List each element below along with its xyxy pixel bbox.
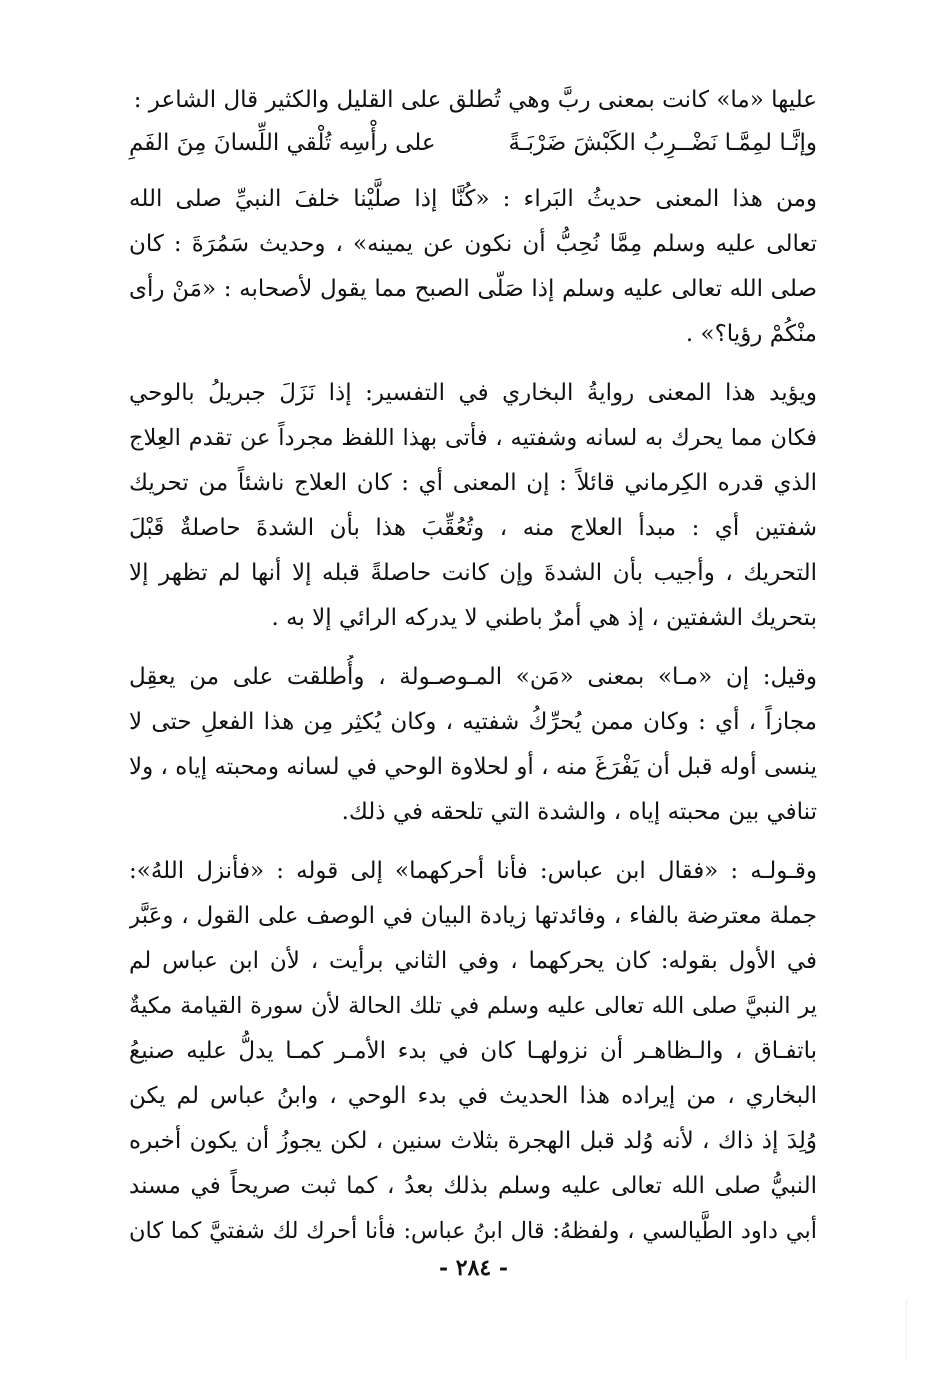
paragraph [129, 177, 817, 357]
text-line: ينسى أوله قبل أن يَفْرَغَ منه ، أو لحلاوة الوحي في لسانه ومحبته إياه ، ولا [129, 754, 817, 780]
text-line: ومن هذا المعنى حديثُ البَراء : «كُنَّا إذا صلَّيْنا خلفَ النبيِّ صلى الله [129, 186, 817, 212]
text-line: تنافي بين محبته إياه ، والشدة التي تلحقه في ذلك. [341, 799, 817, 825]
text-line: في الأول بقوله: كان يحركهما ، وفي الثاني برأيت ، لأن ابن عباس لم [129, 948, 817, 974]
text-line: النبيُّ صلى الله تعالى عليه وسلم بذلك بعدُ ، كما ثبت صريحاً في مسند [129, 1173, 817, 1199]
text-line: ويؤيد هذا المعنى روايةُ البخاري في التفسير: إذا نَزَلَ جبريلُ بالوحي [129, 380, 817, 406]
text-line: أبي داود الطَّيالسي ، ولفظهُ: قال ابنُ عباس: فأنا أحرك لك شفتيَّ كما كان [129, 1218, 817, 1244]
paragraph [129, 371, 817, 641]
text-line: الذي قدره الكِرماني قائلاً : إن المعنى أي : كان العلاج ناشئاً من تحريك [129, 470, 817, 496]
verse-first-hemistich: وإنَّـا لمِمَّـا نَضْــرِبُ الكَبْشَ ضَرْبَـةً [508, 130, 817, 156]
text-line: وقيل: إن «مـا» بمعنى «مَن» المـوصـولة ، وأُطلقت على من يعقِل [129, 664, 817, 690]
text-line: شفتين أي : مبدأ العلاج منه ، وتُعُقِّبَ هذا بأن الشدةَ حاصلةٌ قَبْلَ [129, 515, 817, 541]
text-line: وُلِدَ إذ ذاك ، لأنه وُلد قبل الهجرة بثلاث سنين ، لكن يجوزُ أن يكون أخبره [129, 1128, 817, 1154]
verse-second-hemistich: على رأْسِه تُلْقي اللِّسانَ مِنَ الفَمِ [129, 130, 436, 156]
text-line: باتفـاق ، والـظاهـر أن نزولهـا كان في بدء الأمـر كمـا يدلُّ عليه صنيعُ [129, 1038, 817, 1064]
text-line: فكان مما يحرك به لسانه وشفتيه ، فأتى بهذا اللفظ مجرداً عن تقدم العِلاج [129, 425, 817, 451]
text-line: عليها «ما» كانت بمعنى ربَّ وهي تُطلق على القليل والكثير قال الشاعر : [133, 87, 817, 113]
paragraph [129, 849, 817, 1254]
poetry-verse [129, 123, 817, 163]
text-line: بتحريك الشفتين ، إذ هي أمرٌ باطني لا يدركه الرائي إلا به . [271, 605, 817, 631]
text-line: البخاري ، من إيراده هذا الحديث في بدء الوحي ، وابنُ عباس لم يكن [129, 1083, 817, 1109]
text-line: التحريك ، وأجيب بأن الشدةَ وإن كانت حاصلةً قبله إلا أنها لم تظهر إلا [129, 560, 817, 586]
text-line: تعالى عليه وسلم مِمَّا نُحِبُّ أن نكون عن يمينه» ، وحديث سَمُرَةَ : كان [129, 231, 817, 257]
body-text [129, 78, 817, 1254]
text-line: وقـولـه : «فقال ابن عباس: فأنا أحركهما» إلى قوله : «فأنزل اللهُ»: [129, 858, 817, 884]
text-line: صلى الله تعالى عليه وسلم إذا صَلّى الصبح مما يقول لأصحابه : «مَنْ رأى [129, 276, 817, 302]
text-line: منْكُمْ رؤيا؟» . [685, 321, 817, 347]
text-line: مجازاً ، أي : وكان ممن يُحرِّكُ شفتيه ، وكان يُكثِر مِن هذا الفعلِ حتى لا [129, 709, 817, 735]
text-line: ير النبيَّ صلى الله تعالى عليه وسلم في تلك الحالة لأن سورة القيامة مكيةٌ [129, 993, 817, 1019]
scan-edge-mark [906, 1300, 947, 1360]
paragraph [129, 655, 817, 835]
page-number: - ٢٨٤ - [438, 1255, 509, 1281]
text-line: جملة معترضة بالفاء ، وفائدتها زيادة البيان في الوصف على القول ، وعَبَّر [129, 903, 817, 929]
